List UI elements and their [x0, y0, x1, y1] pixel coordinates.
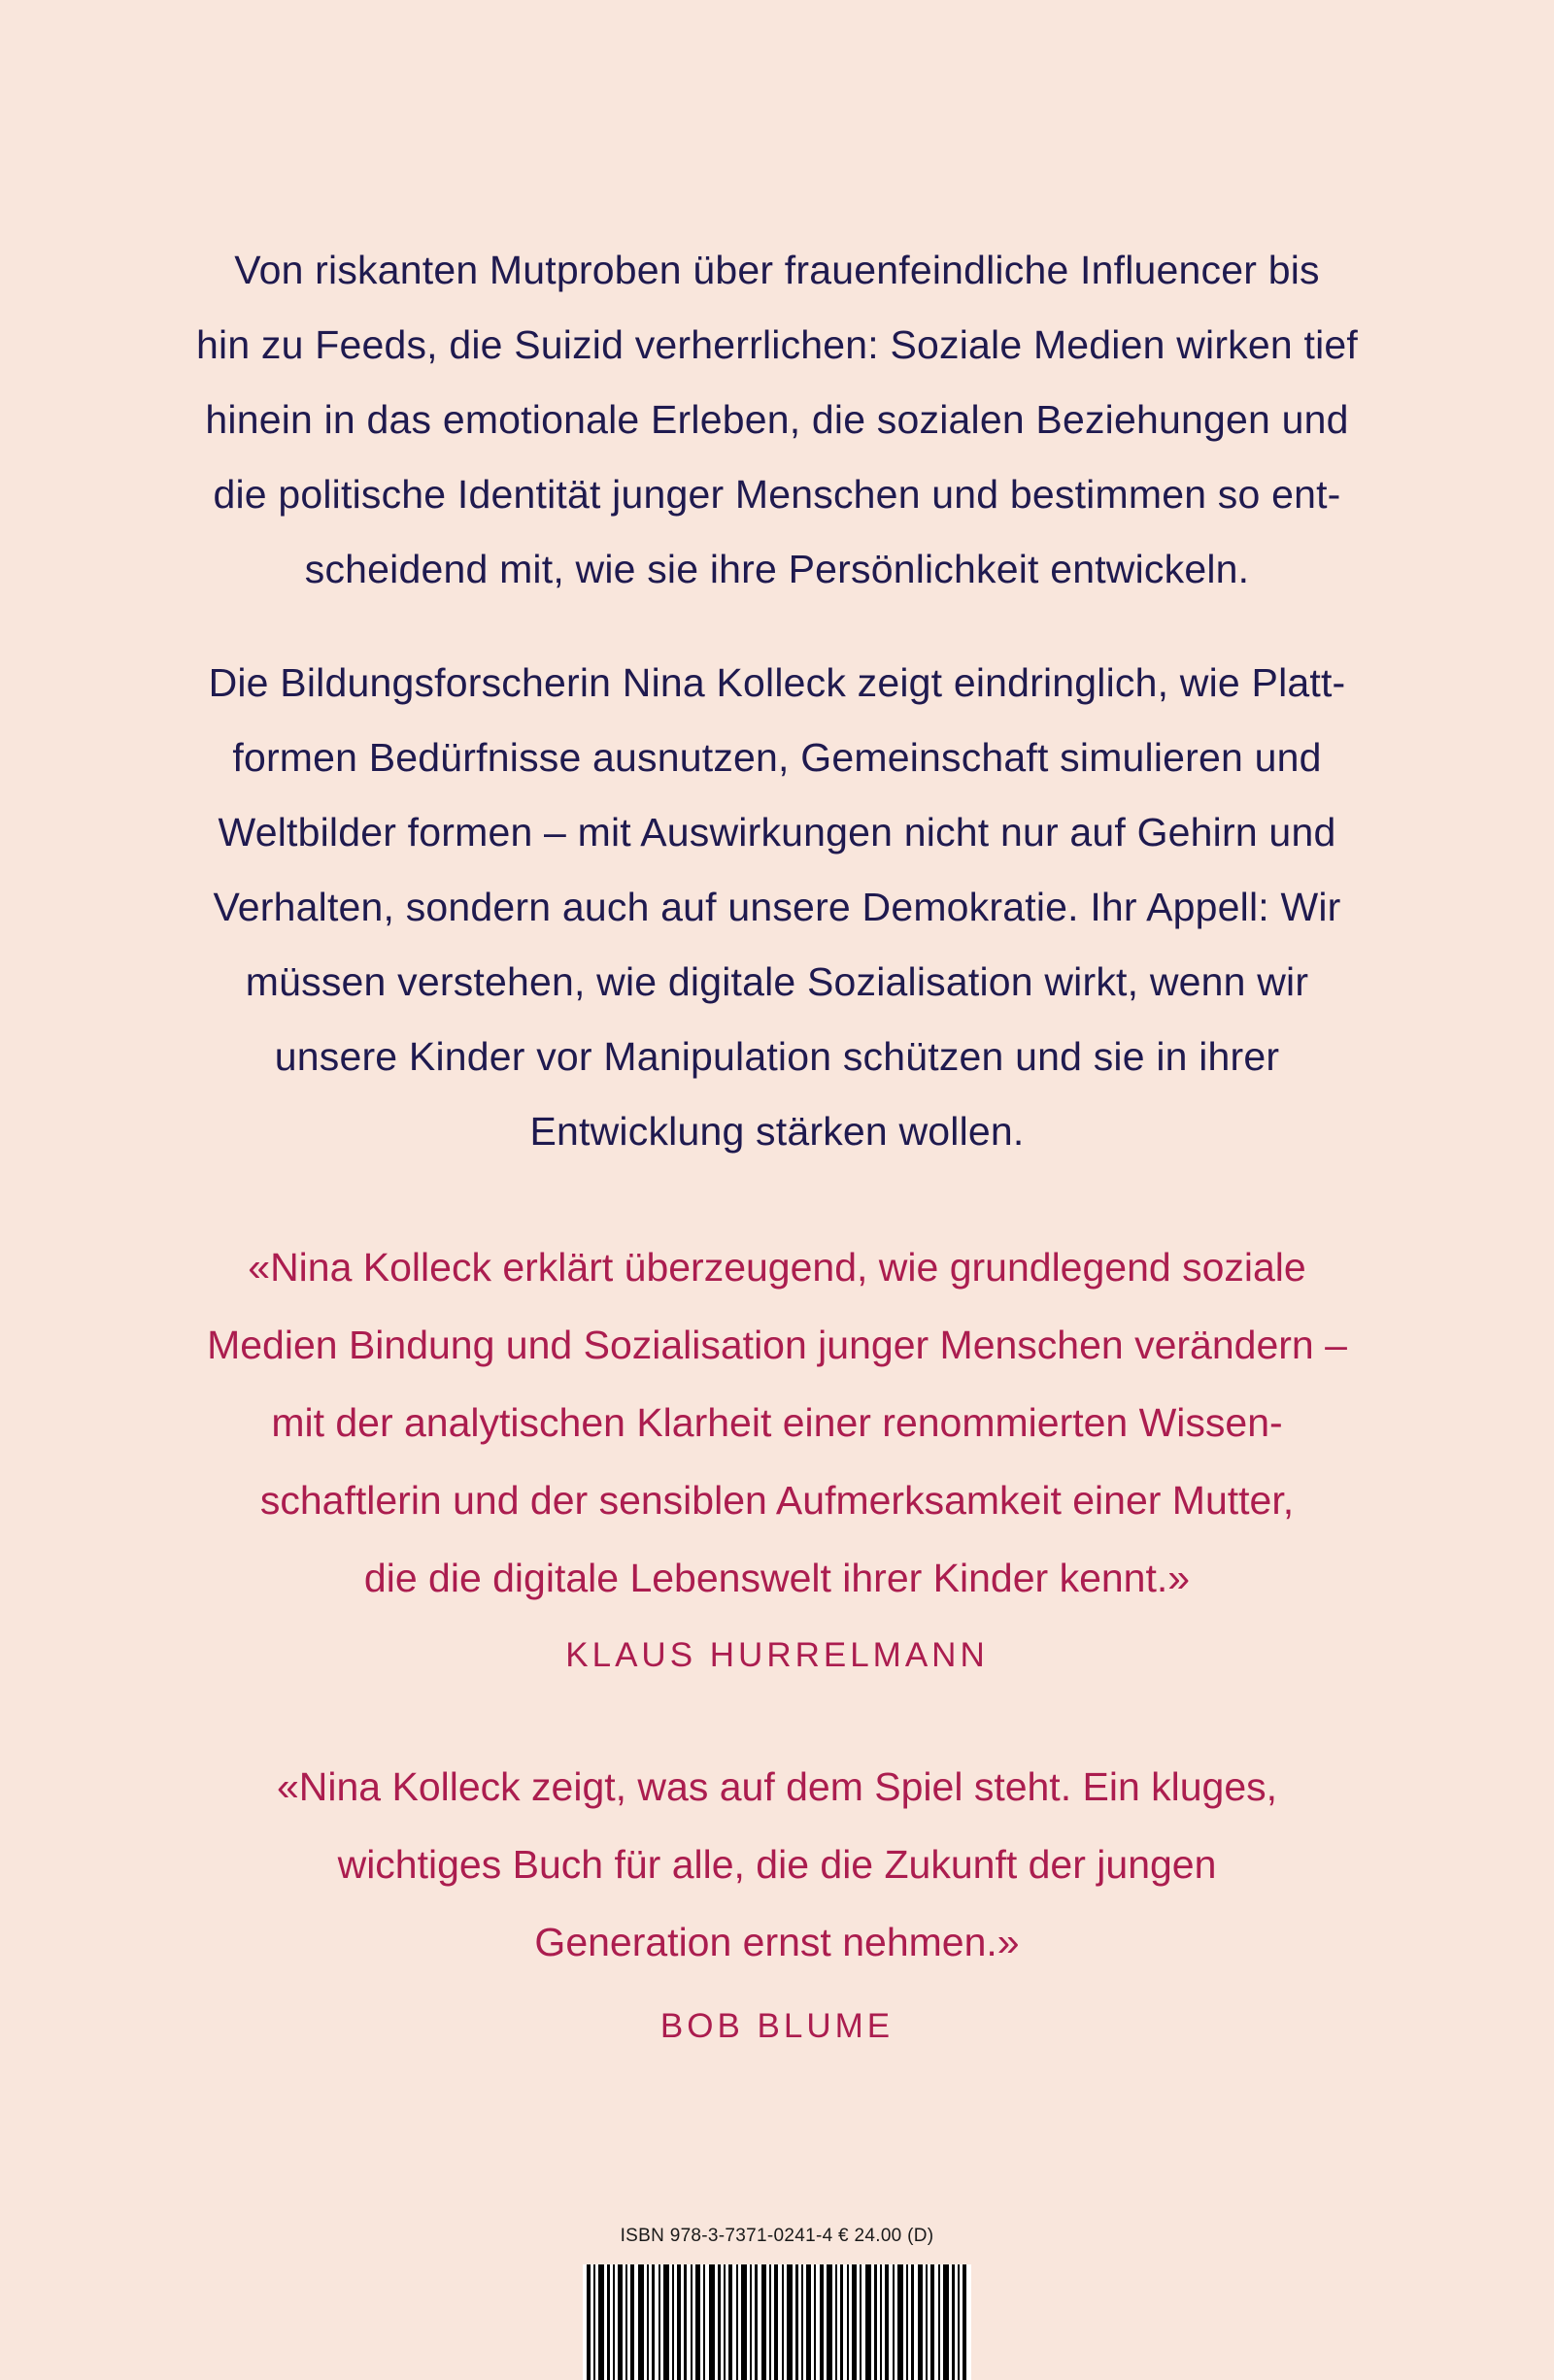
blurb-line: scheidend mit, wie sie ihre Persönlichkeit entwickeln.	[304, 547, 1250, 591]
quote-line: Medien Bindung und Sozialisation junger Menschen verändern –	[207, 1323, 1347, 1367]
quote-line: «Nina Kolleck erklärt überzeugend, wie grundlegend soziale	[248, 1245, 1306, 1290]
blurb-paragraph-1	[136, 233, 1418, 607]
blurb-line: Weltbilder formen – mit Auswirkungen nicht nur auf Gehirn und	[218, 810, 1336, 855]
blurb-line: Entwicklung stärken wollen.	[529, 1109, 1025, 1154]
review-quote-1	[126, 1228, 1428, 1617]
blurb-line: müssen verstehen, wie digitale Sozialisation wirkt, wenn wir	[245, 959, 1309, 1004]
blurb-line: hinein in das emotionale Erleben, die sozialen Beziehungen und	[205, 397, 1349, 442]
barcode-icon	[583, 2264, 971, 2380]
quote-line: Generation ernst nehmen.»	[534, 1920, 1020, 1964]
blurb-line: Von riskanten Mutproben über frauenfeindliche Influencer bis	[234, 248, 1320, 292]
blurb-line: Verhalten, sondern auch auf unsere Demokratie. Ihr Appell: Wir	[213, 885, 1341, 929]
barcode-graphic	[583, 2264, 971, 2380]
isbn-price-label: ISBN 978-3-7371-0241-4 € 24.00 (D)	[620, 2226, 934, 2246]
blurb-paragraph-2	[136, 646, 1418, 1169]
blurb-line: unsere Kinder vor Manipulation schützen und sie in ihrer	[274, 1034, 1280, 1079]
blurb-line: Die Bildungsforscherin Nina Kolleck zeigt eindringlich, wie Platt-	[208, 660, 1346, 705]
blurb-line: die politische Identität junger Menschen und bestimmen so ent-	[213, 472, 1341, 517]
quote-line: wichtiges Buch für alle, die die Zukunft der jungen	[337, 1842, 1217, 1887]
quote-line: mit der analytischen Klarheit einer renommierten Wissen-	[271, 1400, 1283, 1445]
blurb-line: formen Bedürfnisse ausnutzen, Gemeinschaft simulieren und	[232, 735, 1322, 780]
quote-author-1: KLAUS HURRELMANN	[565, 1636, 989, 1674]
quote-line: die die digitale Lebenswelt ihrer Kinder kennt.»	[363, 1556, 1191, 1600]
quote-author-2: BOB BLUME	[659, 2007, 895, 2045]
quote-line: schaftlerin und der sensiblen Aufmerksamkeit einer Mutter,	[259, 1478, 1295, 1523]
review-quote-2	[126, 1748, 1428, 1981]
blurb-line: hin zu Feeds, die Suizid verherrlichen: Soziale Medien wirken tief	[196, 322, 1358, 367]
quote-line: «Nina Kolleck zeigt, was auf dem Spiel steht. Ein kluges,	[276, 1764, 1278, 1809]
